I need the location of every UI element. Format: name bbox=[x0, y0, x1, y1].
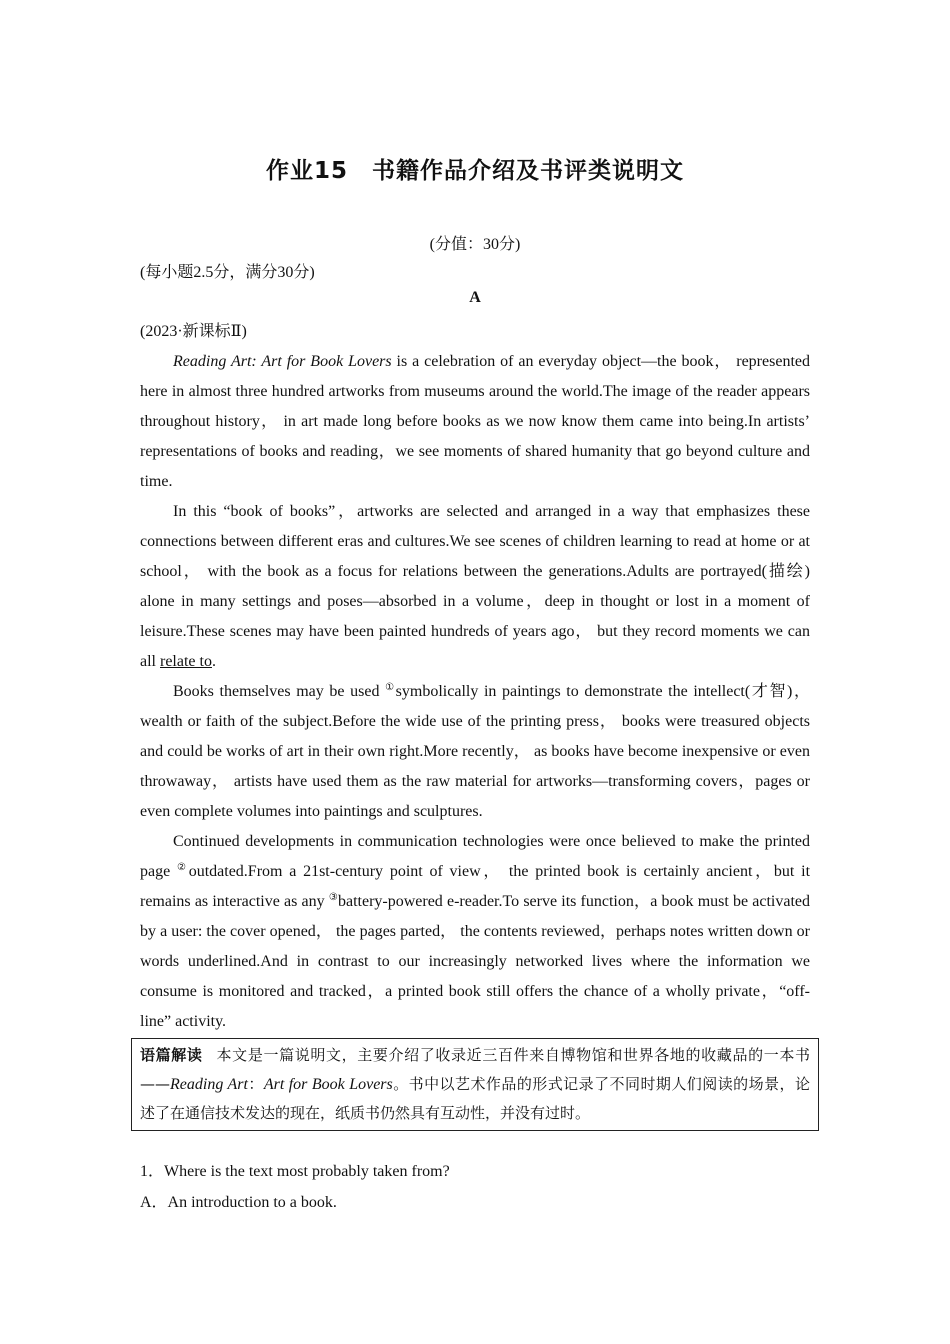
paragraph-1: Reading Art: Art for Book Lovers is a celebration of an everyday object—the book， represented here in almost three hundred artworks from museums around the world.The image of the reader appears throughout history， in art made long before books as we now know them came into being.In artists’ representations of books and reading，we see moments of shared humanity that go beyond culture and time. bbox=[140, 353, 810, 490]
page-title: 作业15 书籍作品介绍及书评类说明文 bbox=[265, 158, 684, 184]
scoring-note: (每小题2.5分，满分30分) bbox=[140, 264, 315, 281]
section-heading: A bbox=[469, 289, 481, 306]
question-1: 1．Where is the text most probably taken from? bbox=[140, 1163, 450, 1180]
option-a[interactable]: A．An introduction to a book. bbox=[140, 1194, 337, 1211]
paragraph-2: In this “book of books”，artworks are selected and arranged in a way that emphasizes these connections between different eras and cultures.We see scenes of children learning to read at home or at school， with the book as a focus for relations between the generations.Adults are portrayed(描绘) alone in many settings and poses—absorbed in a volume，deep in thought or lost in a moment of leisure.These scenes may have been painted hundreds of years ago， but they record moments we can all relate to. bbox=[140, 503, 811, 670]
marker-1: ① bbox=[385, 682, 396, 693]
analysis-box: 语篇解读 本文是一篇说明文，主要介绍了收录近三百件来自博物馆和世界各地的收藏品的一本书——Reading Art：Art for Book Lovers。书中以艺术作品的形式记录了不同时期人们阅读的场景，论述了在通信技术发达的现在，纸质书仍然具有互动性，并没有过时。 bbox=[131, 1038, 819, 1131]
underlined-phrase: relate to bbox=[160, 653, 212, 670]
book-title: Reading Art: Art for Book Lovers bbox=[173, 353, 392, 370]
paragraph-3: Books themselves may be used ①symbolically in paintings to demonstrate the intellect(才智)，wealth or faith of the subject.Before the wide use of the printing press， books were treasured objects and could be works of art in their own right.More recently， as books have become inexpensive or even throwaway， artists have used them as the raw material for artworks—transforming covers，pages or even complete volumes into paintings and sculptures. bbox=[140, 682, 811, 820]
paragraph-4: Continued developments in communication technologies were once believed to make the printed page ②outdated.From a 21st-century point of view， the printed book is certainly ancient，but it remains as interactive as any ③battery-powered e-reader.To serve its function，a book must be activated by a user: the cover opened， the pages parted， the contents reviewed，perhaps notes written down or words underlined.And in contrast to our increasingly networked lives where the information we consume is monitored and tracked，a printed book still offers the chance of a wholly private，“off-line” activity. bbox=[140, 833, 811, 1030]
marker-2: ② bbox=[176, 862, 189, 873]
analysis-label: 语篇解读 bbox=[140, 1046, 203, 1064]
source-label: (2023·新课标Ⅱ) bbox=[140, 323, 247, 340]
score-note: (分值：30分) bbox=[429, 236, 521, 253]
marker-3: ③ bbox=[328, 892, 338, 903]
passage bbox=[140, 347, 810, 1037]
